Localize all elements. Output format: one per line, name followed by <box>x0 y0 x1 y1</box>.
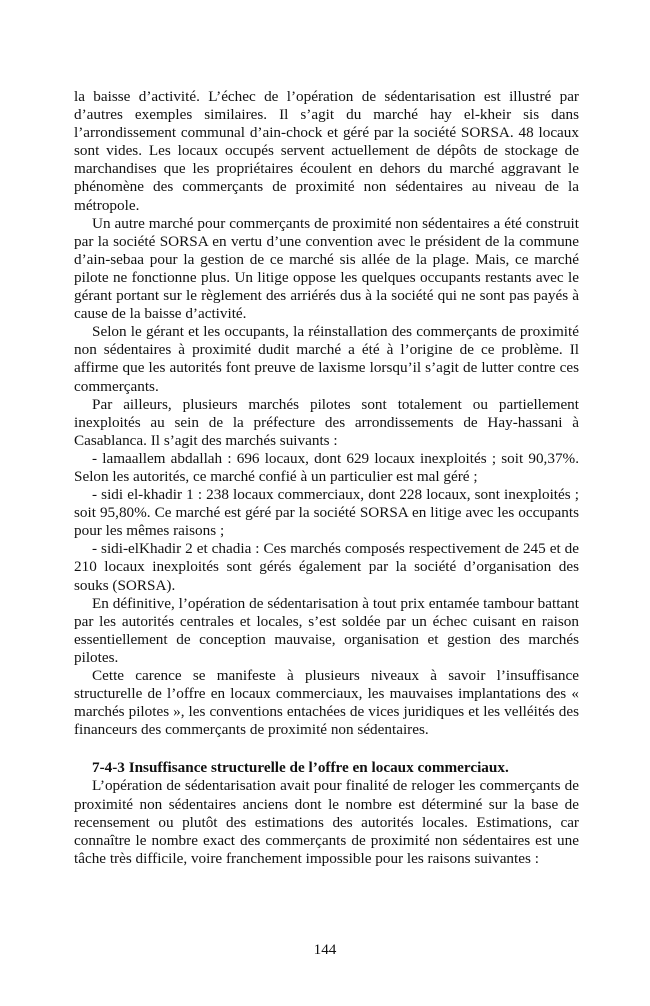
list-item-sidi-el-khadir-1: - sidi el-khadir 1 : 238 locaux commerciaux, dont 228 locaux, sont inexploités ; soit 95,80%. Ce marché est géré par la société SORSA en litige avec les occupants pour les mêmes raisons ; <box>74 486 579 540</box>
paragraph-hay-el-kheir: la baisse d’activité. L’échec de l’opération de sédentarisation est illustré par d’autres exemples similaires. Il s’agit du marché hay el-kheir sis dans l’arrondissement communal d’ain-chock et géré par la société SORSA. 48 locaux sont vides. Les locaux occupés servent actuellement de dépôts de stockage de marchandises que les propriétaires écoulent en dehors du marché aggravant le phénomène des commerçants de proximité non sédentaires au niveau de la métropole. <box>74 88 579 214</box>
paragraph-section-intro: L’opération de sédentarisation avait pour finalité de reloger les commerçants de proximité non sédentaires anciens dont le nombre est déterminé sur la base de recensement ou plutôt des estimations des autorités locales. Estimations, car connaître le nombre exact des commerçants de proximité non sédentaires est une tâche très difficile, voire franchement impossible pour les raisons suivantes : <box>74 777 579 867</box>
paragraph-hay-hassani-markets: Par ailleurs, plusieurs marchés pilotes sont totalement ou partiellement inexploités au sein de la préfecture des arrondissements de Hay-hassani à Casablanca. Il s’agit des marchés suivants : <box>74 395 579 449</box>
section-heading: 7-4-3 Insuffisance structurelle de l’offre en locaux commerciaux. <box>92 759 509 777</box>
paragraph-carence: Cette carence se manifeste à plusieurs niveaux à savoir l’insuffisance structurelle de l’offre en locaux commerciaux, les mauvaises implantations des « marchés pilotes », les conventions entachées de vices juridiques et les velléités des financeurs des commerçants de proximité non sédentaires. <box>74 667 579 739</box>
paragraph-manager-opinion: Selon le gérant et les occupants, la réinstallation des commerçants de proximité non sédentaires à proximité dudit marché a été à l’origine de ce problème. Il affirme que les autorités font preuve de laxisme lorsqu’il s’agit de lutter contre ces commerçants. <box>74 323 579 395</box>
list-item-sidi-elkhadir-2-chadia: - sidi-elKhadir 2 et chadia : Ces marchés composés respectivement de 245 et de 210 locaux inexploités sont gérés également par la société d’organisation des souks (SORSA). <box>74 540 579 594</box>
page-body <box>74 88 579 868</box>
paragraph-ain-sebaa-market: Un autre marché pour commerçants de proximité non sédentaires a été construit par la société SORSA en vertu d’une convention avec le président de la commune d’ain-sebaa pour la gestion de ce marché sis allée de la plage. Mais, ce marché pilote ne fonctionne plus. Un litige oppose les quelques occupants restants avec le gérant portant sur le règlement des arriérés dus à la société qui ne sont pas payés à cause de la baisse d’activité. <box>74 214 579 323</box>
paragraph-conclusion: En définitive, l’opération de sédentarisation à tout prix entamée tambour battant par les autorités centrales et locales, s’est soldée par un échec cuisant en raison essentiellement de conception mauvaise, organisation et gestion des marchés pilotes. <box>74 594 579 666</box>
page-number: 144 <box>313 941 337 958</box>
list-item-lamaallem-abdallah: - lamaallem abdallah : 696 locaux, dont 629 locaux inexploités ; soit 90,37%. Selon les autorités, ce marché confié à un particulier est mal géré ; <box>74 449 579 485</box>
